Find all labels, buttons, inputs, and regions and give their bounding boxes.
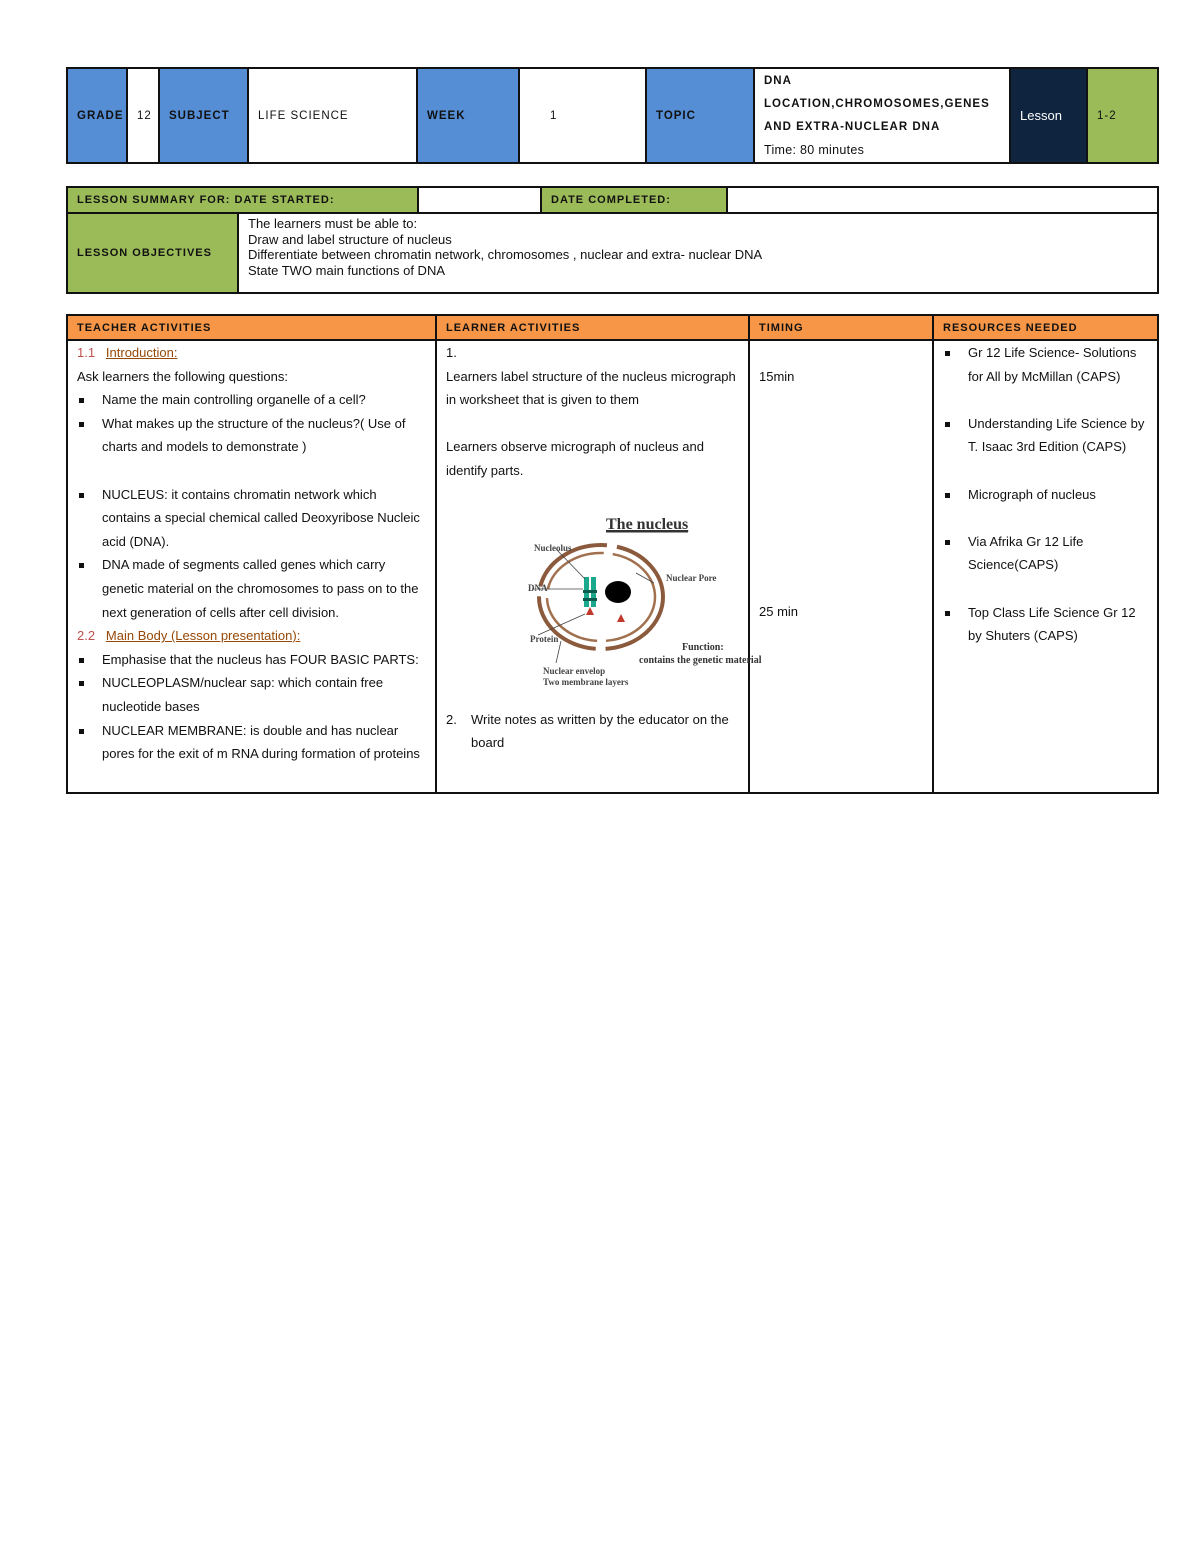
- learner-activities-header: LEARNER ACTIVITIES: [436, 315, 749, 340]
- list-item: NUCLEAR MEMBRANE: is double and has nuclear pores for the exit of m RNA during formation of proteins: [77, 719, 426, 766]
- diagram-title: The nucleus: [606, 515, 689, 533]
- timing-intro: 15min: [759, 368, 795, 384]
- learner-observe-text: Learners observe micrograph of nucleus and identify parts.: [446, 439, 704, 478]
- main-body-number: 2.2: [77, 628, 96, 644]
- list-item: What makes up the structure of the nucleus?( Use of charts and models to demonstrate ): [77, 412, 426, 459]
- learner-step-2-number: 2.: [446, 711, 457, 727]
- list-item: Name the main controlling organelle of a cell?: [77, 388, 426, 412]
- intro-title: Introduction:: [105, 345, 178, 360]
- teacher-activities-cell: [67, 340, 436, 793]
- list-item: Emphasise that the nucleus has FOUR BASIC PARTS:: [77, 648, 426, 672]
- resource-item: Gr 12 Life Science- Solutions for All by McMillan (CAPS): [943, 341, 1148, 388]
- lesson-header-table: [66, 67, 1159, 164]
- learner-step-2: [446, 708, 739, 755]
- grade-label: GRADE: [67, 68, 127, 163]
- subject-value: LIFE SCIENCE: [248, 68, 417, 163]
- week-value: 1: [519, 68, 646, 163]
- learner-step-1-number: 1.: [446, 345, 457, 360]
- topic-label: TOPIC: [646, 68, 754, 163]
- label-nucleolus: Nucleolus: [534, 542, 572, 553]
- label-layers: Two membrane layers: [543, 676, 629, 687]
- objective-line: Draw and label structure of nucleus: [248, 231, 452, 247]
- learner-step-1-text: Learners label structure of the nucleus micrograph in worksheet that is given to them: [446, 368, 736, 408]
- lesson-summary-table: [66, 186, 1159, 294]
- nucleus-diagram: [486, 511, 762, 706]
- lesson-value: 1-2: [1087, 68, 1158, 163]
- lesson-label: Lesson: [1010, 68, 1087, 163]
- topic-line-3: AND EXTRA-NUCLEAR DNA: [764, 120, 941, 133]
- teacher-activities-header: TEACHER ACTIVITIES: [67, 315, 436, 340]
- nuclear-envelope-inner: [547, 553, 655, 641]
- label-envelope: Nuclear envelop: [543, 665, 606, 676]
- main-body-heading: [77, 624, 426, 648]
- list-item: DNA made of segments called genes which carry genetic material on the chromosomes to pass on to the next generation of cells after cell division.: [77, 553, 426, 624]
- date-started-label: LESSON SUMMARY FOR: DATE STARTED:: [67, 187, 418, 213]
- topic-line-2: LOCATION,CHROMOSOMES,GENES: [764, 97, 990, 110]
- week-label: WEEK: [417, 68, 519, 163]
- list-item: NUCLEOPLASM/nuclear sap: which contain free nucleotide bases: [77, 671, 426, 718]
- list-item: NUCLEUS: it contains chromatin network which contains a special chemical called Deoxyribose Nucleic acid (DNA).: [77, 483, 426, 554]
- protein-shape: [617, 614, 625, 622]
- activities-table: [66, 314, 1159, 794]
- question-list: [77, 388, 426, 459]
- date-completed-field[interactable]: [727, 187, 1158, 213]
- label-function-text: contains the genetic material: [639, 654, 762, 666]
- subject-label: SUBJECT: [159, 68, 248, 163]
- timing-header: TIMING: [749, 315, 933, 340]
- objectives-label: LESSON OBJECTIVES: [67, 213, 238, 293]
- protein-shape: [586, 607, 594, 615]
- objective-line: The learners must be able to:: [248, 216, 418, 231]
- date-started-field[interactable]: [418, 187, 541, 213]
- main-body-title: Main Body (Lesson presentation):: [105, 628, 301, 644]
- resources-cell: [933, 340, 1158, 793]
- resources-list: [943, 341, 1148, 648]
- objective-line: State TWO main functions of DNA: [248, 262, 445, 278]
- grade-value: 12: [127, 68, 159, 163]
- main-points-list: [77, 648, 426, 766]
- learner-activities-cell: [436, 340, 762, 793]
- label-protein: Protein: [530, 633, 559, 644]
- topic-value: [754, 68, 1010, 163]
- resource-item: Micrograph of nucleus: [943, 483, 1148, 507]
- learner-step-2-text: Write notes as written by the educator on the board: [471, 711, 729, 751]
- intro-heading: [77, 341, 426, 365]
- label-function: Function:: [682, 641, 724, 653]
- topic-line-1: DNA: [764, 74, 792, 87]
- label-nuclear-pore: Nuclear Pore: [666, 572, 717, 583]
- nucleus-diagram-svg: [486, 511, 762, 706]
- objectives-text: [238, 213, 1158, 293]
- date-completed-label: DATE COMPLETED:: [541, 187, 727, 213]
- timing-main: 25 min: [759, 604, 799, 620]
- resources-header: RESOURCES NEEDED: [933, 315, 1158, 340]
- fact-list: [77, 483, 426, 625]
- resource-item: Via Afrika Gr 12 Life Science(CAPS): [943, 530, 1148, 577]
- nucleolus-shape: [605, 581, 631, 603]
- timing-cell: [749, 340, 933, 793]
- intro-number: 1.1: [77, 345, 96, 360]
- label-dna: DNA: [528, 582, 548, 593]
- topic-time: Time: 80 minutes: [764, 142, 865, 157]
- objective-line: Differentiate between chromatin network, chromosomes , nuclear and extra- nuclear DNA: [248, 247, 763, 262]
- resource-item: Understanding Life Science by T. Isaac 3rd Edition (CAPS): [943, 412, 1148, 459]
- ask-text: Ask learners the following questions:: [77, 368, 289, 384]
- resource-item: Top Class Life Science Gr 12 by Shuters (CAPS): [943, 601, 1148, 648]
